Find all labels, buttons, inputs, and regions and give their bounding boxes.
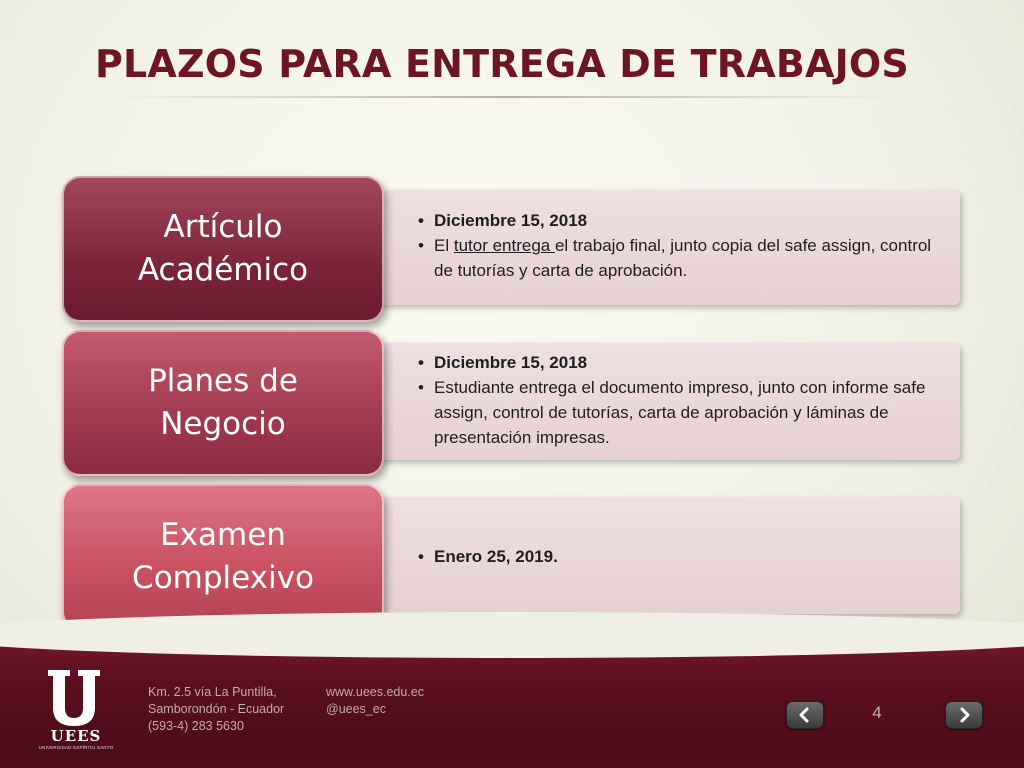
row-1-desc-pre: El (434, 236, 454, 255)
row-1-desc-underline: tutor entrega (453, 236, 555, 255)
row-1-tile-line-1: Artículo (163, 209, 283, 245)
chevron-left-icon (797, 707, 813, 723)
row-3-tile-line-2: Complexivo (132, 560, 314, 596)
row-2-description: • Estudiante entrega el documento impreso, junto con informe safe assign, control de tutorías, carta de aprobación y láminas de presentación impresas. (418, 375, 948, 450)
row-3-date: • Enero 25, 2019. (418, 544, 948, 569)
address-line-1: Km. 2.5 vía La Puntilla, (148, 685, 277, 699)
row-3-tile (62, 484, 384, 630)
footer-arc (0, 612, 1024, 658)
chevron-right-icon (956, 707, 972, 723)
slide-title: PLAZOS PARA ENTREGA DE TRABAJOS (94, 42, 910, 86)
footer-address (148, 684, 284, 735)
next-slide-button[interactable] (945, 701, 983, 729)
row-2-tile-line-1: Planes de (148, 363, 298, 399)
website-link[interactable]: www.uees.edu.ec (326, 685, 424, 699)
footer-web (326, 684, 424, 718)
row-1-tile (62, 176, 384, 322)
row-1-date: • Diciembre 15, 2018 (418, 208, 948, 233)
row-2-bullets (418, 350, 948, 450)
logo-subtext: UNIVERSIDAD ESPÍRITU SANTO (38, 745, 114, 750)
page-number: 4 (872, 703, 882, 722)
row-2-tile (62, 330, 384, 476)
address-phone: (593-4) 283 5630 (148, 719, 244, 733)
logo-text: UEES (50, 727, 102, 745)
row-2-date: • Diciembre 15, 2018 (418, 350, 948, 375)
row-1-bullets (418, 208, 948, 283)
title-divider (110, 96, 900, 98)
row-2-tile-line-2: Negocio (160, 406, 286, 442)
row-1-desc-post: el trabajo final, junto copia del safe assign, control de tutorías y carta de aprobación. (434, 236, 932, 280)
row-3-tile-line-1: Examen (160, 517, 286, 553)
row-1-tile-line-2: Académico (137, 252, 309, 288)
address-line-2: Samborondón - Ecuador (148, 702, 285, 716)
row-3-bullets (418, 544, 948, 569)
prev-slide-button[interactable] (786, 701, 824, 729)
uees-logo-icon (44, 668, 104, 728)
twitter-handle[interactable]: @uees_ec (326, 702, 386, 716)
row-1-description (418, 233, 948, 283)
